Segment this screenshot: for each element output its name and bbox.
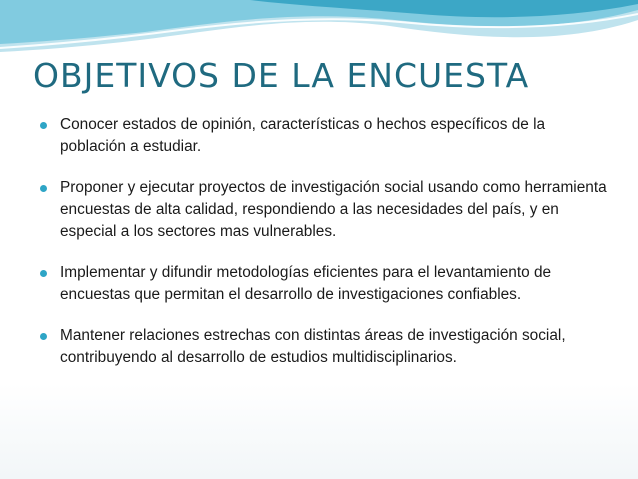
bullet-text: Implementar y difundir metodologías eficientes para el levantamiento de encuestas que permitan el desarrollo de investigaciones confiables. bbox=[60, 264, 552, 303]
bullet-item bbox=[40, 262, 612, 306]
bullet-dot-icon bbox=[40, 333, 47, 340]
bullet-text: Proponer y ejecutar proyectos de investigación social usando como herramienta encuestas de alta calidad, respondiendo a las necesidades del país, y en especial a los sectores mas vulnerables. bbox=[60, 179, 607, 240]
slide-title: OBJETIVOS DE LA ENCUESTA bbox=[33, 56, 530, 95]
bullet-dot-icon bbox=[40, 270, 47, 277]
bullet-item bbox=[40, 177, 612, 243]
bullet-text: Conocer estados de opinión, características o hechos específicos de la población a estudiar. bbox=[60, 116, 546, 155]
header-wave-decoration bbox=[0, 0, 638, 60]
bullet-dot-icon bbox=[40, 185, 47, 192]
bullet-dot-icon bbox=[40, 122, 47, 129]
bullet-text: Mantener relaciones estrechas con distintas áreas de investigación social, contribuyendo al desarrollo de estudios multidisciplinarios. bbox=[60, 327, 566, 366]
bullet-item bbox=[40, 114, 612, 158]
bullet-list bbox=[40, 114, 612, 388]
bullet-item bbox=[40, 325, 612, 369]
